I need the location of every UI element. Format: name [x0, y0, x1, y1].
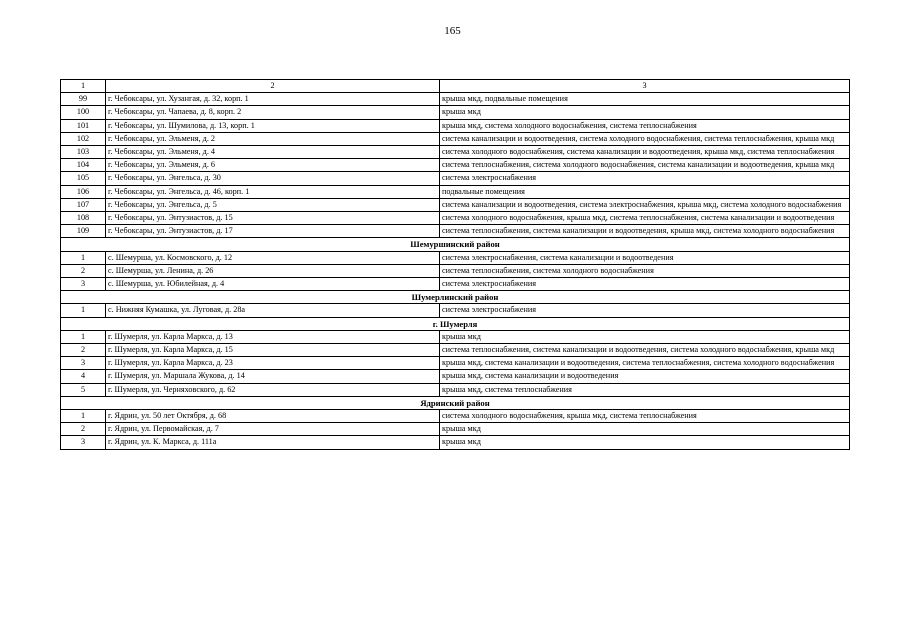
row-number: 1 [61, 410, 106, 423]
row-address: г. Чебоксары, ул. Эльменя, д. 6 [106, 159, 440, 172]
table-row [61, 119, 850, 132]
row-address: с. Шемурша, ул. Ленина, д. 26 [106, 264, 440, 277]
row-number: 109 [61, 225, 106, 238]
table-row [61, 423, 850, 436]
row-number: 99 [61, 93, 106, 106]
row-number: 1 [61, 304, 106, 317]
row-systems: крыша мкд, система теплоснабжения [440, 383, 850, 396]
row-number: 3 [61, 278, 106, 291]
section-header-row [61, 317, 850, 330]
row-systems: система холодного водоснабжения, крыша мкд, система теплоснабжения, система канализации и водоотведения [440, 212, 850, 225]
row-number: 104 [61, 159, 106, 172]
table-row [61, 410, 850, 423]
row-number: 105 [61, 172, 106, 185]
table-row [61, 344, 850, 357]
row-systems: система электроснабжения [440, 304, 850, 317]
row-systems: крыша мкд [440, 423, 850, 436]
row-address: с. Шемурша, ул. Юбилейная, д. 4 [106, 278, 440, 291]
row-address: с. Нижняя Кумашка, ул. Луговая, д. 28а [106, 304, 440, 317]
row-address: г. Чебоксары, ул. Чапаева, д. 8, корп. 2 [106, 106, 440, 119]
row-address: г. Ядрин, ул. 50 лет Октября, д. 68 [106, 410, 440, 423]
table-row [61, 225, 850, 238]
row-address: г. Шумерля, ул. Карла Маркса, д. 23 [106, 357, 440, 370]
table-header-row [61, 80, 850, 93]
row-address: г. Чебоксары, ул. Энгельса, д. 5 [106, 198, 440, 211]
row-address: г. Чебоксары, ул. Шумилова, д. 13, корп. 1 [106, 119, 440, 132]
row-systems: крыша мкд, подвальные помещения [440, 93, 850, 106]
row-systems: крыша мкд, система канализации и водоотведения, система теплоснабжения, система холодного водоснабжения [440, 357, 850, 370]
row-address: г. Чебоксары, ул. Эльменя, д. 4 [106, 146, 440, 159]
table-row [61, 93, 850, 106]
row-number: 2 [61, 264, 106, 277]
row-systems: система канализации и водоотведения, система электроснабжения, крыша мкд, система холодного водоснабжения [440, 198, 850, 211]
row-address: г. Шумерля, ул. Черняховского, д. 62 [106, 383, 440, 396]
row-systems: система канализации и водоотведения, система холодного водоснабжения, система теплоснабжения, крыша мкд [440, 132, 850, 145]
row-address: г. Чебоксары, ул. Эльменя, д. 2 [106, 132, 440, 145]
row-number: 106 [61, 185, 106, 198]
row-number: 107 [61, 198, 106, 211]
section-title: Шумерлинский район [61, 291, 850, 304]
row-systems: система холодного водоснабжения, крыша мкд, система теплоснабжения [440, 410, 850, 423]
section-header-row [61, 396, 850, 409]
column-header-systems: 3 [440, 80, 850, 93]
table-row [61, 159, 850, 172]
row-number: 1 [61, 330, 106, 343]
page-number: 165 [444, 25, 461, 37]
table-row [61, 106, 850, 119]
row-systems: крыша мкд [440, 106, 850, 119]
row-systems: крыша мкд [440, 436, 850, 449]
row-systems: система теплоснабжения, система холодного водоснабжения [440, 264, 850, 277]
register-table [60, 79, 850, 450]
row-systems: подвальные помещения [440, 185, 850, 198]
table-row [61, 132, 850, 145]
row-number: 2 [61, 344, 106, 357]
row-systems: система электроснабжения [440, 172, 850, 185]
row-address: г. Шумерля, ул. Карла Маркса, д. 15 [106, 344, 440, 357]
row-systems: крыша мкд, система холодного водоснабжения, система теплоснабжения [440, 119, 850, 132]
row-address: г. Ядрин, ул. К. Маркса, д. 111а [106, 436, 440, 449]
table-row [61, 251, 850, 264]
row-systems: крыша мкд [440, 330, 850, 343]
row-address: г. Чебоксары, ул. Энтузиастов, д. 15 [106, 212, 440, 225]
table-row [61, 436, 850, 449]
row-systems: система электроснабжения, система канализации и водоотведения [440, 251, 850, 264]
row-address: г. Чебоксары, ул. Энтузиастов, д. 17 [106, 225, 440, 238]
row-address: г. Чебоксары, ул. Энгельса, д. 30 [106, 172, 440, 185]
table-row [61, 304, 850, 317]
column-header-address: 2 [106, 80, 440, 93]
row-address: г. Шумерля, ул. Карла Маркса, д. 13 [106, 330, 440, 343]
table-row [61, 264, 850, 277]
table-row [61, 198, 850, 211]
section-title: г. Шумерля [61, 317, 850, 330]
table-row [61, 383, 850, 396]
row-systems: крыша мкд, система канализации и водоотведения [440, 370, 850, 383]
row-systems: система электроснабжения [440, 278, 850, 291]
table-row [61, 370, 850, 383]
row-number: 3 [61, 357, 106, 370]
row-address: г. Ядрин, ул. Первомайская, д. 7 [106, 423, 440, 436]
row-systems: система теплоснабжения, система канализации и водоотведения, система холодного водоснабжения, крыша мкд [440, 344, 850, 357]
table-row [61, 278, 850, 291]
table-row [61, 185, 850, 198]
table-row [61, 330, 850, 343]
row-number: 101 [61, 119, 106, 132]
section-title: Шемуршинский район [61, 238, 850, 251]
row-systems: система теплоснабжения, система холодного водоснабжения, система канализации и водоотведения, крыша мкд [440, 159, 850, 172]
row-number: 100 [61, 106, 106, 119]
row-number: 108 [61, 212, 106, 225]
row-address: г. Чебоксары, ул. Хузангая, д. 32, корп. 1 [106, 93, 440, 106]
section-title: Ядринский район [61, 396, 850, 409]
row-address: с. Шемурша, ул. Космовского, д. 12 [106, 251, 440, 264]
row-address: г. Чебоксары, ул. Энгельса, д. 46, корп. 1 [106, 185, 440, 198]
section-header-row [61, 291, 850, 304]
table-row [61, 146, 850, 159]
row-systems: система холодного водоснабжения, система канализации и водоотведения, крыша мкд, система теплоснабжения [440, 146, 850, 159]
table-row [61, 172, 850, 185]
table-row [61, 357, 850, 370]
column-header-number: 1 [61, 80, 106, 93]
row-number: 1 [61, 251, 106, 264]
row-number: 4 [61, 370, 106, 383]
row-number: 103 [61, 146, 106, 159]
table-row [61, 212, 850, 225]
row-number: 3 [61, 436, 106, 449]
row-address: г. Шумерля, ул. Маршала Жукова, д. 14 [106, 370, 440, 383]
row-number: 2 [61, 423, 106, 436]
section-header-row [61, 238, 850, 251]
row-number: 5 [61, 383, 106, 396]
row-number: 102 [61, 132, 106, 145]
row-systems: система теплоснабжения, система канализации и водоотведения, крыша мкд, система холодного водоснабжения [440, 225, 850, 238]
